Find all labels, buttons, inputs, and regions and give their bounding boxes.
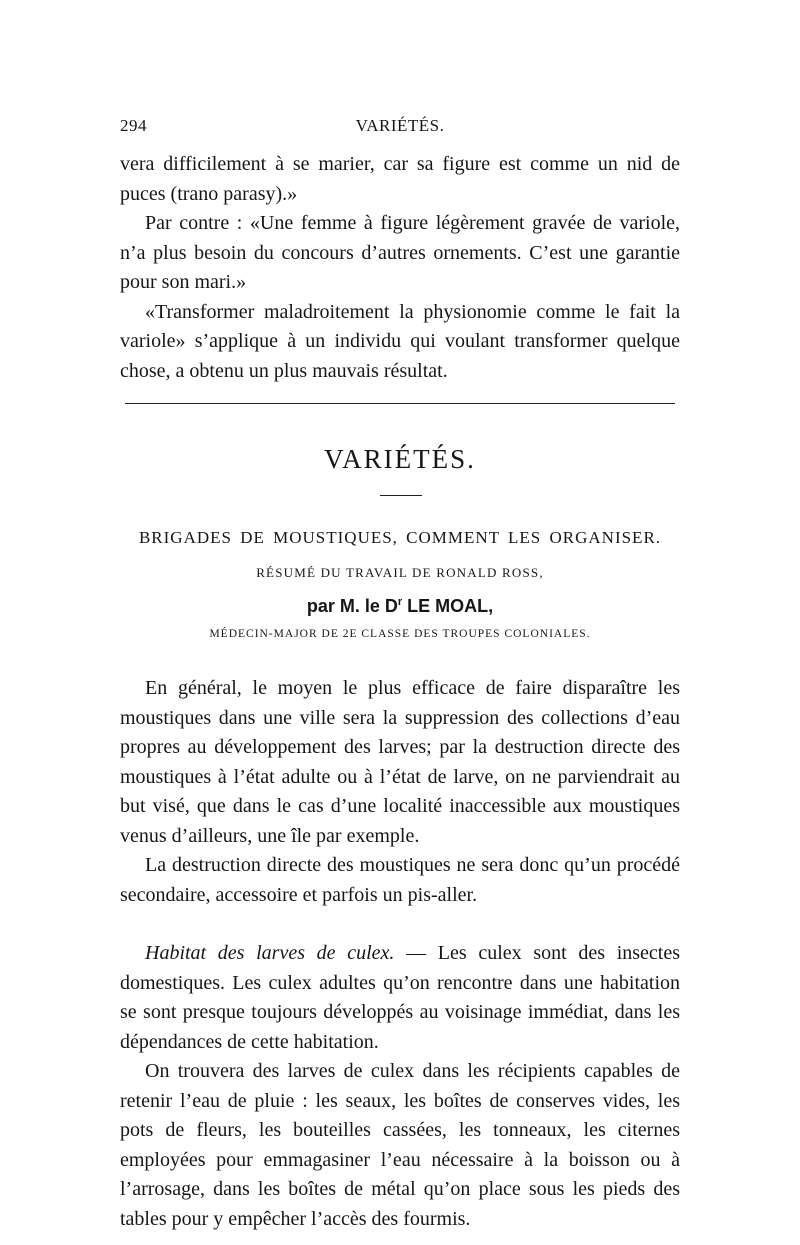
article-subtitle: RÉSUMÉ DU TRAVAIL DE RONALD ROSS, xyxy=(256,565,544,580)
section-title: VARIÉTÉS. xyxy=(324,444,476,474)
continuation-text xyxy=(120,150,680,386)
page-number: 294 xyxy=(120,116,147,135)
continuation-paragraph-3: «Transformer maladroitement la physionomie comme le fait la variole» s’applique à un individu qui voulant transformer quelque chose, a obtenu un plus mauvais résultat. xyxy=(120,300,680,382)
subsection-text: — Les culex sont des insectes domestiques. Les culex adultes qu’on rencontre dans une habitation se sont presque toujours développés au voisinage immédiat, dans les dépendances de cette habitation. xyxy=(120,942,681,1053)
title-rule xyxy=(380,495,422,496)
article-paragraph-2: La destruction directe des moustiques ne sera donc qu’un procédé secondaire, accessoire et parfois un pis-aller. xyxy=(120,854,680,906)
author-superscript: r xyxy=(397,596,403,608)
continuation-paragraph-2: Par contre : «Une femme à figure légèrement gravée de variole, n’a plus besoin du concours d’autres ornements. C’est une garantie pour son mari.» xyxy=(120,212,680,293)
author-name: LE MOAL, xyxy=(402,596,494,616)
section-divider xyxy=(125,403,675,404)
article-body xyxy=(120,674,680,1234)
running-header xyxy=(120,116,680,144)
article-author xyxy=(120,596,680,617)
article-paragraph-4: On trouvera des larves de culex dans les récipients capables de retenir l’eau de pluie : les seaux, les boîtes de conserves vides, les pots de fleurs, les bouteilles cassées, les tonneaux, les citernes employées pour emmagasiner l’eau nécessaire à la boisson ou à l’arrosage, dans les boîtes de métal qu’on place sous les pieds des tables pour y empêcher l’accès des fourmis. xyxy=(120,1060,680,1230)
subsection-heading: Habitat des larves de culex. xyxy=(145,942,395,964)
article-title: BRIGADES DE MOUSTIQUES, COMMENT LES ORGANISER. xyxy=(138,528,662,547)
running-title: VARIÉTÉS. xyxy=(355,116,445,135)
article-paragraph-1: En général, le moyen le plus efficace de faire disparaître les moustiques dans une ville sera la suppression des collections d’eau propres au développement des larves; par la destruction directe des moustiques à l’état adulte ou à l’état de larve, on ne parviendrait au but visé, que dans le cas d’une localité inaccessible aux moustiques venus d’ailleurs, une île par exemple. xyxy=(120,677,680,847)
author-prefix: par M. le D xyxy=(306,596,398,616)
author-affiliation: MÉDECIN-MAJOR DE 2E CLASSE DES TROUPES COLONIALES. xyxy=(209,628,591,640)
article-paragraph-3 xyxy=(120,939,680,1057)
continuation-paragraph-1: vera difficilement à se marier, car sa figure est comme un nid de puces (trano parasy).» xyxy=(120,153,680,205)
